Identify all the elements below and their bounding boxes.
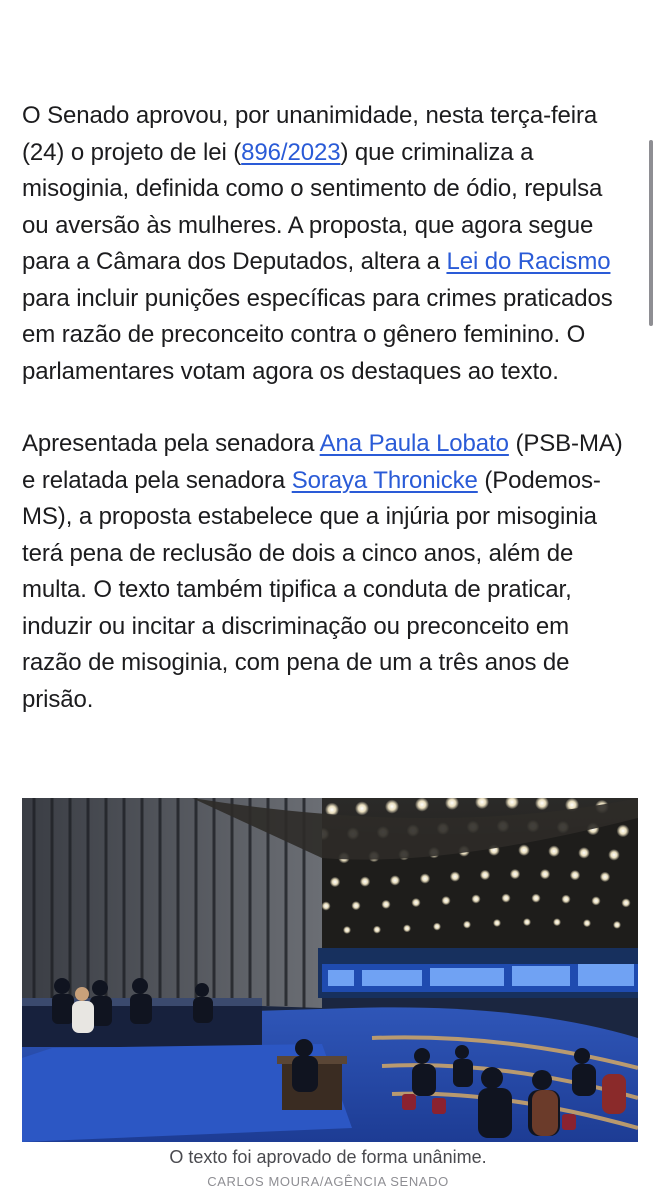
paragraph-1-text-b: ) que criminaliza a misoginia, definida como o sentimento de ódio, repulsa ou aversão às mulheres. A proposta, que agora segue para a Câmara dos Deputados, altera a: [22, 138, 603, 275]
paragraph-1-text-c: para incluir punições específicas para crimes praticados em razão de preconceito contra o gênero feminino. O parlamentares votam agora os destaques ao texto.: [22, 284, 613, 385]
paragraph-1: [22, 98, 634, 390]
senate-plenary-illustration: [22, 798, 638, 1142]
bill-link[interactable]: 896/2023: [241, 138, 341, 166]
paragraph-2-text-a: Apresentada pela senadora: [22, 430, 320, 457]
author-senator-link[interactable]: Ana Paula Lobato: [319, 430, 509, 457]
senate-plenary-photo: [22, 798, 638, 1142]
paragraph-1-text-a: O Senado aprovou, por unanimidade, nesta terça-feira (24) o projeto de lei (: [22, 102, 598, 166]
racism-law-link[interactable]: Lei do Racismo: [446, 248, 611, 275]
scrollbar[interactable]: [649, 140, 653, 326]
photo-caption: O texto foi aprovado de forma unânime.: [169, 1147, 487, 1167]
article-body: [22, 98, 634, 718]
rapporteur-senator-link[interactable]: Soraya Thronicke: [291, 466, 478, 494]
paragraph-2: [22, 426, 634, 718]
paragraph-2-text-b: (PSB-MA) e relatada pela senadora: [22, 430, 623, 494]
paragraph-2-text-c: (Podemos-MS), a proposta estabelece que a injúria por misoginia terá pena de reclusão de dois a cinco anos, além de multa. O texto também tipifica a conduta de praticar, induzir ou incitar a discriminação ou preconceito em razão de misoginia, com pena de um a três anos de prisão.: [22, 466, 601, 713]
photo-credit: CARLOS MOURA/AGÊNCIA SENADO: [207, 1174, 449, 1189]
